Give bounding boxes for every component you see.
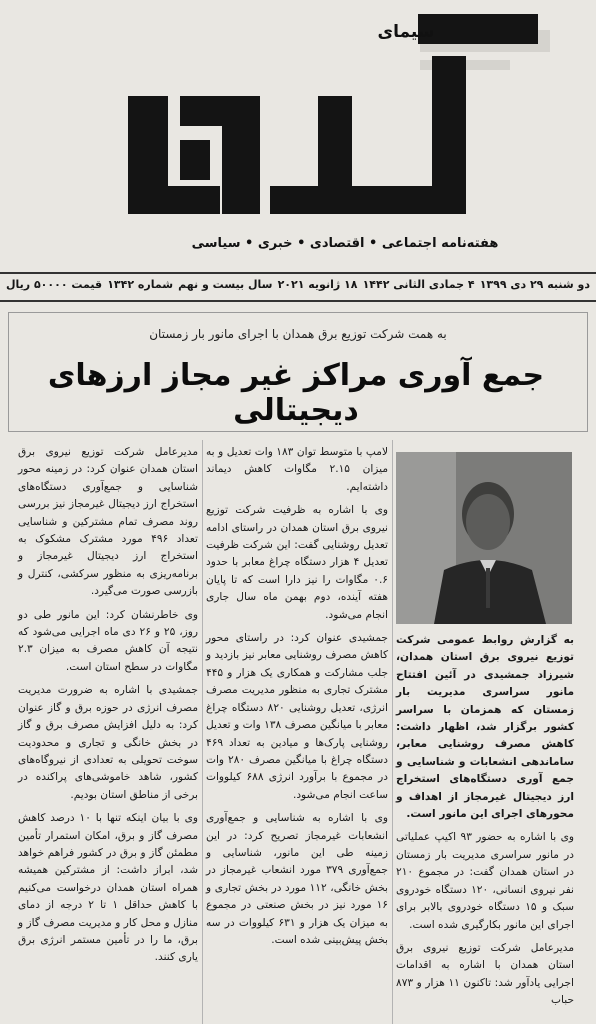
issue-hijri-date: ۴ جمادی الثانی ۱۴۴۲ [362, 278, 475, 291]
masthead-tagline: هفته‌نامه اجتماعی • اقتصادی • خبری • سیاسی [191, 236, 499, 251]
paragraph: مدیرعامل شرکت توزیع نیروی برق استان همدان با اشاره به اقدامات اجرایی یادآور شد: تاکنون ۱۱ هزار و ۸۷۳ حباب [396, 941, 574, 1007]
paragraph: جمشیدی با اشاره به ضرورت مدیریت مصرف انرژی در حوزه برق و گاز عنوان کرد: به دلیل افزایش مصرف برق و گاز در بخش خانگی و تجاری و محدودیت سوخت تحویلی به تعدادی از نیروگاه‌های کشور، شاهد خاموشی‌های پراکنده در برخی از مناطق استان بودیم. [18, 684, 198, 801]
paragraph: وی با اشاره به ظرفیت شرکت توزیع نیروی برق استان همدان در راستای ادامه تعدیل روشنایی گفت: این شرکت ظرفیت تعدیل ۴ هزار دستگاه چراغ معابر با حدود ۰.۶ مگاوات را نیز دارا است که تا پایان هفته آینده، دوم بهمن ماه سال جاری انجام می‌شود. [206, 504, 388, 621]
issue-price: قیمت ۵۰۰۰۰ ریال [6, 278, 103, 291]
column-divider-right [392, 440, 393, 1024]
paragraph: وی با بیان اینکه تنها با ۱۰ درصد کاهش مصرف گاز و برق، امکان استمرار تأمین مطمئن گاز و برق در کشور فراهم خواهد شد، ابراز داشت: از مشترکین همیشه همراه استان همدان درخواست می‌کنیم با کاهش حداقل ۱ تا ۲ درجه از دمای منازل و محل کار و مدیریت مصرف گاز و برق، ما را در تأمین مستمر انرژی برق یاری کنند. [18, 812, 198, 964]
article-headline: جمع آوری مراکز غیر مجاز ارزهای دیجیتالی [47, 358, 545, 428]
paragraph: وی با اشاره به حضور ۹۳ اکیپ عملیاتی در مانور سراسری مدیریت بار زمستان در استان همدان گفت: در مجموع ۲۱۰ نفر نیروی انسانی، ۱۲۰ دستگاه خودروی سبک و ۱۵ دستگاه خودروی بالابر برای اجرای این مانور بکارگیری شده است. [396, 831, 575, 931]
column-divider-left [202, 440, 203, 1024]
paragraph: لامپ با متوسط توان ۱۸۳ وات تعدیل و به میزان ۲.۱۵ مگاوات کاهش دیماند داشته‌ایم. [206, 446, 389, 493]
article-column-right [396, 632, 574, 1016]
paragraph: به گزارش روابط عمومی شرکت توزیع نیروی برق استان همدان، شیرزاد جمشیدی در آئین افتتاح مانور سراسری مدیریت بار زمستان که همزمان با سراسر کشور برگزار شد، اظهار داشت: کاهش مصرف روشنایی معابر، ساماندهی انشعابات و شناسایی و جمع آوری دستگاه‌های استخراج ارز دیجیتال غیرمجاز از اهداف و محورهای اجرای این مانور است. [396, 634, 574, 821]
issue-info-line [6, 278, 590, 296]
issue-gregorian-date: ۱۸ ژانویه ۲۰۲۱ [277, 278, 358, 291]
portrait-figure-icon [396, 452, 572, 624]
paragraph: وی با اشاره به شناسایی و جمع‌آوری انشعابات غیرمجاز تصریح کرد: در این زمینه طی این مانور، شناسایی و جمع‌آوری ۳۷۹ مورد انشعاب غیرمجاز در بخش خانگی، ۱۱۲ مورد در بخش تجاری و ۱۶ مورد نیز در بخش صنعتی در مجموع به میزان یک هزار و ۶۳۱ کیلووات در سه بخش پیش‌بینی شده است. [206, 812, 388, 946]
portrait-photo [396, 452, 572, 624]
brand-small-title: سیمای [377, 22, 435, 42]
paragraph: وی خاطرنشان کرد: این مانور طی دو روز، ۲۵ و ۲۶ دی ماه اجرایی می‌شود که نتیجه آن کاهش مصرف به میزان ۲.۳ مگاوات در سطح استان است. [18, 608, 199, 673]
issue-date: دو شنبه ۲۹ دی ۱۳۹۹ [479, 278, 590, 291]
masthead-logo [120, 0, 570, 232]
article-subhead: به همت شرکت توزیع برق همدان با اجرای مانور بار زمستان [149, 327, 447, 341]
article-column-middle [206, 444, 388, 955]
info-rule [0, 300, 596, 302]
masthead [108, 0, 578, 262]
top-rule [0, 272, 596, 274]
paragraph: مدیرعامل شرکت توزیع نیروی برق استان همدان عنوان کرد: در زمینه محور شناسایی و جمع‌آوری دستگاه‌های استخراج ارز دیجیتال غیرمجاز نیز بررسی روند مصرف تمام مشترکین و شناسایی تعداد ۴۹۶ مورد مشترک مشکوک به استخراج ارز دیجیتال غیرمجاز و برنامه‌ریزی به منظور سرکشی، کنترل و بازرسی صورت می‌گیرد. [18, 446, 198, 598]
article-column-left [18, 444, 198, 973]
paragraph: جمشیدی عنوان کرد: در راستای محور کاهش مصرف روشنایی معابر نیز بازدید و جلب مشارکت و همکاری یک هزار و ۴۴۵ مشترک تجاری به منظور مدیریت مصرف انرژی، تعدیل روشنایی ۸۲۰ دستگاه چراغ معابر با میانگین مصرف ۱۳۸ وات و تعدیل روشنایی پارک‌ها و میادین به تعداد ۴۶۹ دستگاه چراغ با میانگین مصرف ۲۸۰ وات در مجموع با برآورد انرژی ۶۸۸ کیلووات ساعت انجام می‌شود. [206, 632, 388, 801]
issue-number: شماره ۱۳۴۲ [107, 278, 174, 291]
issue-year: سال بیست و نهم [178, 278, 273, 291]
